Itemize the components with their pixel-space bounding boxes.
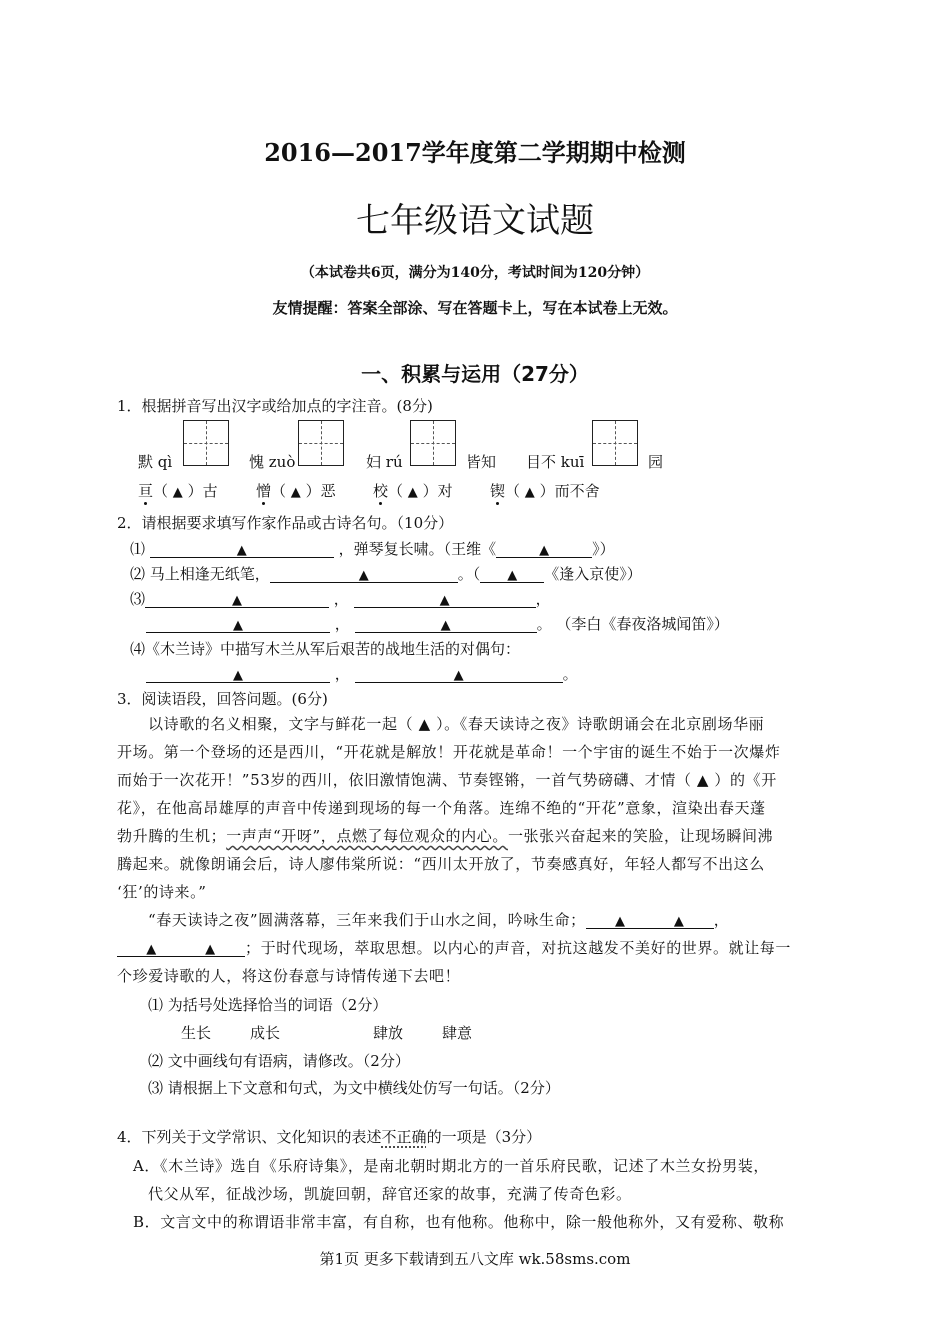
answer-box-1 [183,420,229,466]
q3-sub2: ⑵ 文中画线句有语病，请修改。（2分） [148,1052,410,1070]
q2-line-4b: ▲ ， ▲ 。 [146,663,578,684]
q3-sub1: ⑴ 为括号处选择恰当的词语（2分） [148,996,388,1014]
q3-para1-line6: 腾起来。就像朗诵会后，诗人廖伟棠所说：“西川太开放了，节奏感真好，年轻人都写不出这么 [117,855,765,873]
annotate-item-3: 校（ ▲ ）对 [373,482,453,500]
annotate-item-1: 亘（ ▲ ）古 [138,482,218,500]
answer-box-2 [298,420,344,466]
q3-para1-line2: 开场。第一个登场的还是西川，“开花就是解放！开花就是革命！一个宇宙的诞生不始于一次爆炸 [117,743,781,761]
q2-stem: 2．请根据要求填写作家作品或古诗名句。（10分） [117,514,454,532]
q2-line-4: ⑷《木兰诗》中描写木兰从军后艰苦的战地生活的对偶句： [130,640,521,658]
q3-para1-line4: 花》，在他高昂雄厚的声音中传递到现场的每一个角落。连绵不绝的“开花”意象，渲染出春天蓬 [117,799,766,817]
exam-info: （本试卷共6页，满分为140分，考试时间为120分钟） [300,265,650,281]
word-option-1: 生长 [181,1024,212,1042]
q2-line-1: ⑴ ▲ ，弹琴复长啸。（王维《 ▲ 》） [130,540,615,558]
q3-para2-line1: “春天读诗之夜”圆满落幕，三年来我们于山水之间，吟咏生命； ▲ ▲ ， [148,911,730,929]
section-title: 一、积累与运用（27分） [361,362,589,386]
q2-line-2: ⑵ 马上相逢无纸笔， ▲ 。（ ▲ 《逢入京使》） [130,565,642,583]
faulty-sentence: 一声声“开呀”，点燃了每位观众的内心。 [226,827,508,845]
q3-para1-line7: ‘狂’的诗来。” [117,883,207,901]
q3-para2-line3: 个珍爱诗歌的人，将这份春意与诗情传递下去吧！ [117,967,461,985]
q3-para2-line2: ▲ ▲ ；于时代现场，萃取思想。以内心的声音，对抗这越发不美好的世界。就让每一 [117,937,791,958]
q4-stem: 4．下列关于文学常识、文化知识的表述不正确的一项是（3分） [117,1128,542,1146]
pinyin-item-5: 目不 kuī [526,453,585,471]
annotate-item-4: 锲（ ▲ ）而不舍 [490,482,600,500]
answer-box-4 [592,420,638,466]
annotate-item-2: 憎（ ▲ ）恶 [256,482,336,500]
q2-line-3b: ▲ ， ▲ 。 （李白《春夜洛城闻笛》） [146,613,729,634]
page-footer: 第1页 更多下载请到五八文库 wk.58sms.com [319,1250,631,1268]
pinyin-item-3: 妇 rú [366,453,403,471]
word-option-2: 成长 [250,1024,281,1042]
q2-line-3: ⑶ ▲ ， ▲ ， [130,590,551,608]
exam-term-title: 2016—2017学年度第二学期期中检测 [264,138,686,167]
q4-option-a-line2: 代父从军，征战沙场，凯旋回朝，辞官还家的故事，充满了传奇色彩。 [148,1185,632,1203]
word-option-3: 肆放 [373,1024,404,1042]
q3-para1-line1: 以诗歌的名义相聚，文字与鲜花一起（ ▲ ）。《春天读诗之夜》诗歌朗诵会在北京剧场华丽 [148,715,765,733]
q4-option-b-line1: B．文言文中的称谓语非常丰富，有自称，也有他称。他称中，除一般他称外，又有爱称、敬称 [133,1213,785,1231]
pinyin-item-2: 愧 zuò [249,453,296,471]
exam-subject-title: 七年级语文试题 [356,201,594,241]
q3-sub3: ⑶ 请根据上下文意和句式，为文中横线处仿写一句话。（2分） [148,1079,560,1097]
pinyin-item-1: 默 qì [138,453,173,471]
q1-stem: 1．根据拼音写出汉字或给加点的字注音。(8分) [117,397,433,415]
pinyin-item-6: 园 [648,453,664,471]
q3-stem: 3．阅读语段，回答问题。(6分) [117,690,328,708]
exam-reminder: 友情提醒：答案全部涂、写在答题卡上，写在本试卷上无效。 [272,299,678,317]
emphasis-dots: 不正确 [381,1128,427,1146]
q3-para1-line3: 而始于一次花开！”53岁的西川，依旧激情饱满、节奏铿锵，一首气势磅礴、才情（ ▲ ）的《开 [117,771,777,789]
q3-para1-line5: 勃升腾的生机；一声声“开呀”，点燃了每位观众的内心。一张张兴奋起来的笑脸，让现场瞬间沸 [117,827,774,845]
pinyin-item-4: 皆知 [466,453,497,471]
q4-option-a-line1: A．《木兰诗》选自《乐府诗集》，是南北朝时期北方的一首乐府民歌，记述了木兰女扮男装， [133,1157,770,1175]
answer-box-3 [410,420,456,466]
word-option-4: 肆意 [442,1024,473,1042]
